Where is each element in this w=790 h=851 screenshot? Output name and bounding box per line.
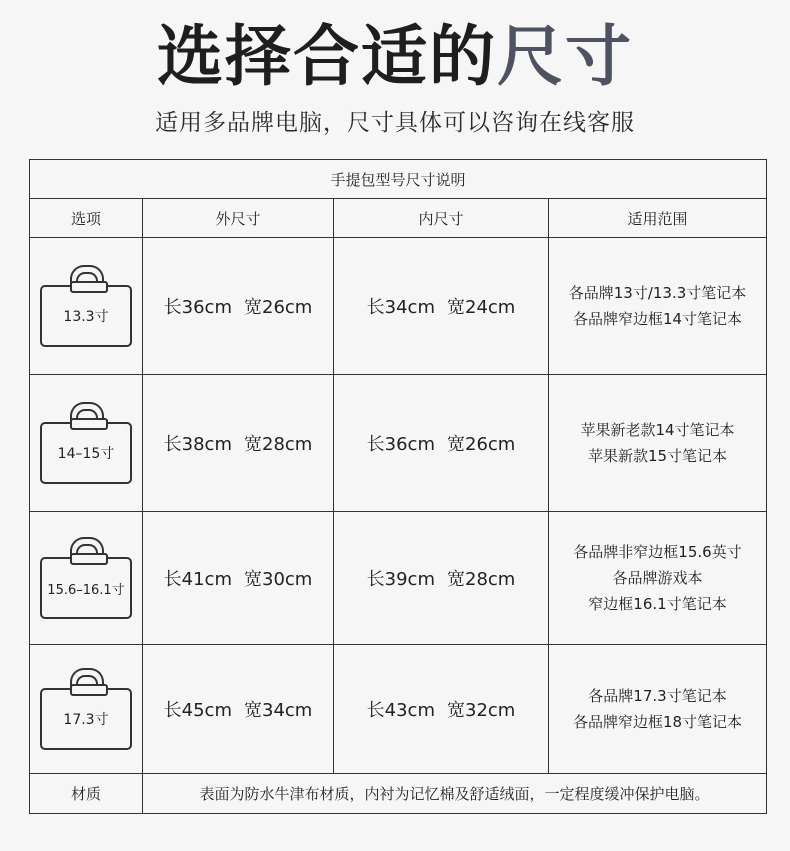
option-cell [30, 645, 143, 774]
option-label: 17.3寸 [63, 712, 109, 728]
laptop-bag-icon [40, 402, 132, 484]
outer-size-cell [143, 645, 334, 774]
material-label: 材质 [30, 774, 143, 814]
size-spec-table [29, 159, 767, 814]
range-line: 各品牌17.3寸笔记本 [588, 687, 727, 705]
option-label: 15.6–16.1寸 [47, 582, 125, 598]
title-main: 选择合适的 [157, 18, 497, 95]
option-cell [30, 375, 143, 512]
inner-length: 长43cm [366, 700, 435, 721]
page-title [0, 14, 790, 100]
inner-width: 宽24cm [447, 297, 516, 318]
inner-width: 宽26cm [447, 434, 516, 455]
column-header-range: 适用范围 [549, 199, 767, 238]
outer-size-cell [143, 238, 334, 375]
range-line: 各品牌非窄边框15.6英寸 [573, 543, 742, 561]
laptop-bag-icon [40, 265, 132, 347]
range-line: 苹果新老款14寸笔记本 [580, 421, 735, 439]
outer-width: 宽30cm [244, 569, 313, 590]
option-label: 14–15寸 [57, 446, 115, 462]
range-line: 苹果新款15寸笔记本 [587, 447, 728, 465]
inner-size-cell [334, 512, 549, 645]
option-label: 13.3寸 [63, 309, 109, 325]
range-cell [549, 238, 767, 375]
inner-size-cell [334, 645, 549, 774]
table-row [30, 375, 767, 512]
range-line: 各品牌窄边框14寸笔记本 [572, 310, 743, 328]
outer-length: 长45cm [163, 700, 232, 721]
outer-width: 宽28cm [244, 434, 313, 455]
range-cell [549, 375, 767, 512]
material-text: 表面为防水牛津布材质，内衬为记忆棉及舒适绒面，一定程度缓冲保护电脑。 [143, 774, 767, 814]
inner-size-cell [334, 238, 549, 375]
option-cell [30, 512, 143, 645]
option-cell [30, 238, 143, 375]
outer-size-cell [143, 375, 334, 512]
inner-size-cell [334, 375, 549, 512]
laptop-bag-icon [40, 537, 132, 619]
inner-width: 宽28cm [447, 569, 516, 590]
outer-length: 长36cm [163, 297, 232, 318]
outer-length: 长38cm [163, 434, 232, 455]
outer-length: 长41cm [163, 569, 232, 590]
range-line: 窄边框16.1寸笔记本 [588, 595, 727, 613]
title-accent: 尺寸 [497, 18, 633, 95]
range-line: 各品牌游戏本 [612, 569, 703, 587]
inner-width: 宽32cm [447, 700, 516, 721]
inner-length: 长36cm [366, 434, 435, 455]
column-header-inner-size: 内尺寸 [334, 199, 549, 238]
inner-length: 长34cm [366, 297, 435, 318]
laptop-bag-icon [40, 668, 132, 750]
range-line: 各品牌窄边框18寸笔记本 [572, 713, 743, 731]
column-header-option: 选项 [30, 199, 143, 238]
outer-width: 宽34cm [244, 700, 313, 721]
table-row [30, 512, 767, 645]
column-header-outer-size: 外尺寸 [143, 199, 334, 238]
outer-width: 宽26cm [244, 297, 313, 318]
table-row [30, 238, 767, 375]
page-subtitle: 适用多品牌电脑，尺寸具体可以咨询在线客服 [155, 110, 635, 136]
outer-size-cell [143, 512, 334, 645]
table-caption: 手提包型号尺寸说明 [30, 160, 767, 199]
material-row [30, 774, 767, 814]
table-row [30, 645, 767, 774]
range-cell [549, 512, 767, 645]
range-cell [549, 645, 767, 774]
range-line: 各品牌13寸/13.3寸笔记本 [568, 284, 747, 302]
inner-length: 长39cm [366, 569, 435, 590]
